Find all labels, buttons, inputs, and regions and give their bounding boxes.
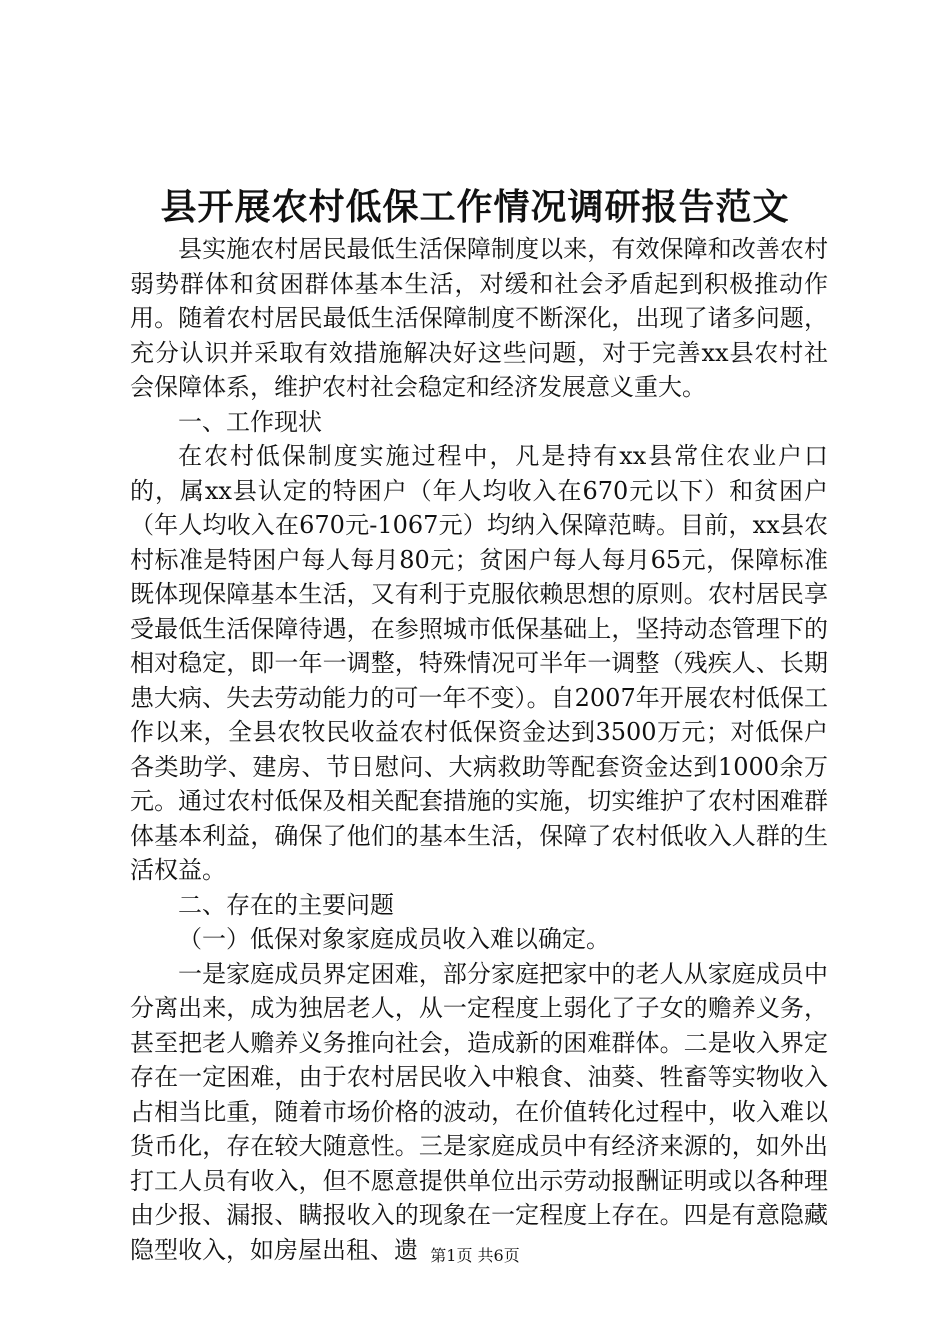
- document-body: [130, 232, 828, 1267]
- section-heading-problems: 二、存在的主要问题: [178, 890, 394, 919]
- section-heading-status: 一、工作现状: [178, 407, 322, 436]
- intro-paragraph: 县实施农村居民最低生活保障制度以来，有效保障和改善农村弱势群体和贫困群体基本生活，对缓和社会矛盾起到积极推动作用。随着农村居民最低生活保障制度不断深化，出现了诸多问题，充分认识并采取有效措施解决好这些问题，对于完善xx县农村社会保障体系，维护农村社会稳定和经济发展意义重大。: [130, 235, 828, 401]
- page-footer: 第1页 共6页: [430, 1246, 520, 1265]
- subsection-heading-income: （一）低保对象家庭成员收入难以确定。: [178, 925, 610, 953]
- income-paragraph: 一是家庭成员界定困难，部分家庭把家中的老人从家庭成员中分离出来，成为独居老人，从一定程度上弱化了子女的赡养义务，甚至把老人赡养义务推向社会，造成新的困难群体。二是收入界定存在一定困难，由于农村居民收入中粮食、油葵、牲畜等实物收入占相当比重，随着市场价格的波动，在价值转化过程中，收入难以货币化，存在较大随意性。三是家庭成员中有经济来源的，如外出打工人员有收入，但不愿意提供单位出示劳动报酬证明或以各种理由少报、漏报、瞒报收入的现象在一定程度上存在。四是有意隐藏隐型收入，如房屋出租、遗: [130, 959, 828, 1264]
- status-paragraph: 在农村低保制度实施过程中，凡是持有xx县常住农业户口的，属xx县认定的特困户（年人均收入在670元以下）和贫困户（年人均收入在670元-1067元）均纳入保障范畴。目前，xx县农村标准是特困户每人每月80元；贫困户每人每月65元，保障标准既体现保障基本生活，又有利于克服依赖思想的原则。农村居民享受最低生活保障待遇，在参照城市低保基础上，坚持动态管理下的相对稳定，即一年一调整，特殊情况可半年一调整（残疾人、长期患大病、失去劳动能力的可一年不变）。自2007年开展农村低保工作以来，全县农牧民收益农村低保资金达到3500万元；对低保户各类助学、建房、节日慰问、大病救助等配套资金达到1000余万元。通过农村低保及相关配套措施的实施，切实维护了农村困难群体基本利益，确保了他们的基本生活，保障了农村低收入人群的生活权益。: [130, 442, 828, 884]
- document-title: 县开展农村低保工作情况调研报告范文: [160, 186, 790, 228]
